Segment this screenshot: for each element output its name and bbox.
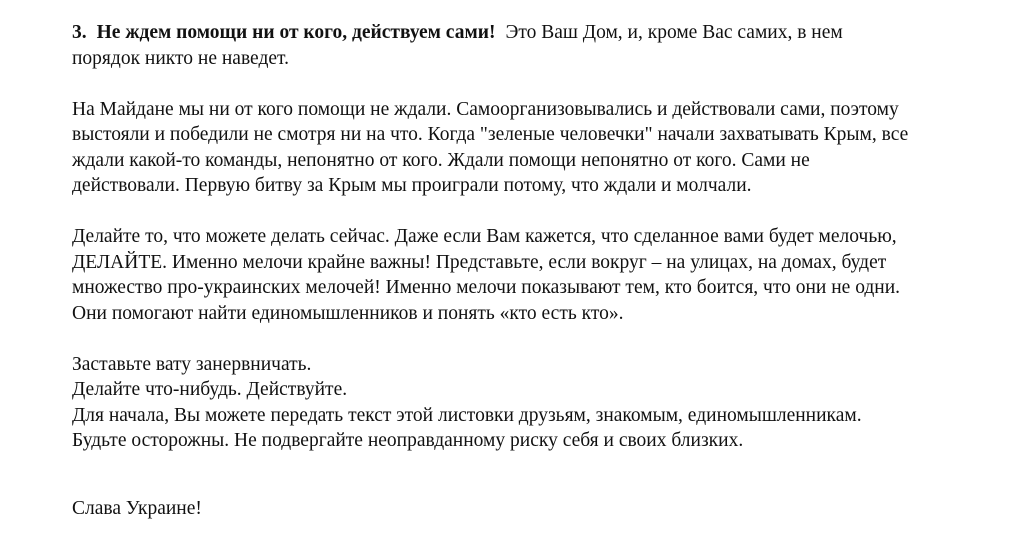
paragraph-line: Делайте что-нибудь. Действуйте. [72, 379, 348, 400]
closing-line: Слава Украине! [72, 497, 202, 519]
section-heading-paragraph [72, 20, 972, 71]
paragraph-spacer [72, 454, 972, 496]
paragraph-line: Они помогают найти единомышленников и понять «кто есть кто». [72, 302, 624, 324]
paragraph-maidan [72, 97, 972, 199]
paragraph-do-it [72, 224, 972, 326]
paragraph-line: ДЕЛАЙТЕ. Именно мелочи крайне важны! Представьте, если вокруг – на улицах, на домах, будет [72, 251, 887, 273]
paragraph-calls-to-action [72, 352, 972, 454]
section-number: 3. [72, 22, 87, 43]
heading-line-1 [72, 20, 972, 46]
paragraph-spacer [72, 199, 972, 225]
paragraph-line: Заставьте вату занервничать. [72, 353, 312, 375]
lead-text-line-2: порядок никто не наведет. [72, 47, 289, 69]
paragraph-spacer [72, 71, 972, 97]
paragraph-line: Будьте осторожны. Не подвергайте неоправданному риску себя и своих близких. [72, 430, 744, 451]
paragraph-spacer [72, 326, 972, 352]
paragraph-line: Делайте то, что можете делать сейчас. Даже если Вам кажется, что сделанное вами будет мелочью, [72, 226, 897, 247]
paragraph-line: множество про-украинских мелочей! Именно мелочи показывают тем, кто боится, что они не одни. [72, 277, 901, 298]
lead-text-line-1: Это Ваш Дом, и, кроме Вас самих, в нем [505, 22, 843, 43]
paragraph-line: выстояли и победили не смотря ни на что. Когда "зеленые человечки" начали захватывать Крым, все [72, 124, 909, 145]
paragraph-line: На Майдане мы ни от кого помощи не ждали. Самоорганизовывались и действовали сами, поэтому [72, 98, 899, 120]
paragraph-line: действовали. Первую битву за Крым мы проиграли потому, что ждали и молчали. [72, 175, 752, 196]
document-page [72, 20, 972, 521]
paragraph-line: ждали какой-то команды, непонятно от кого. Ждали помощи непонятно от кого. Сами не [72, 149, 810, 171]
paragraph-line: Для начала, Вы можете передать текст этой листовки друзьям, знакомым, единомышленникам. [72, 404, 862, 426]
section-title: Не ждем помощи ни от кого, действуем сами! [96, 22, 496, 43]
